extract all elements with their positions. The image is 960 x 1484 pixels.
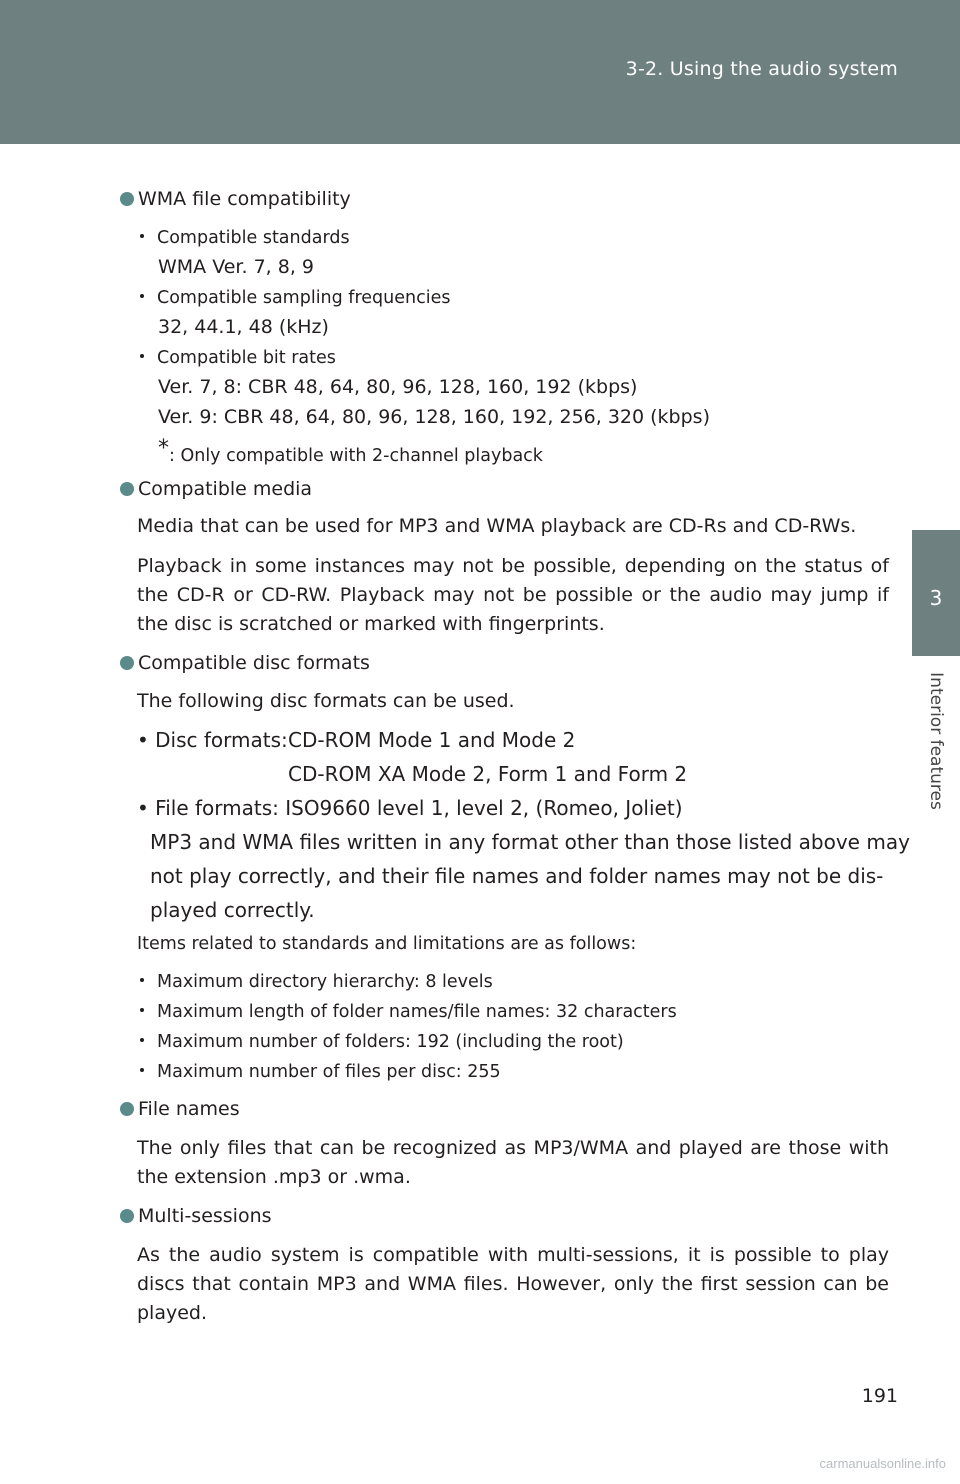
item-value: Ver. 7, 8: CBR 48, 64, 80, 96, 128, 160, 192 (kbps)	[158, 376, 638, 398]
file-format-note: not play correctly, and their file names and folder names may not be dis-	[150, 864, 884, 888]
bullet-dot-icon	[140, 294, 144, 298]
item-text: Maximum directory hierarchy: 8 levels	[157, 972, 493, 992]
heading-text: WMA file compatibility	[138, 188, 351, 210]
item-value: 32, 44.1, 48 (kHz)	[158, 316, 329, 338]
bullet-dot-icon	[140, 978, 144, 982]
bullet-dot-icon	[140, 354, 144, 358]
item-text: Maximum number of files per disc: 255	[157, 1062, 501, 1082]
bullet-dot-icon	[140, 1008, 144, 1012]
page-number: 191	[861, 1385, 898, 1407]
circle-bullet-icon	[120, 192, 134, 206]
disc-formats-heading	[120, 652, 370, 674]
item-text: Compatible sampling frequencies	[157, 288, 451, 308]
multi-sessions-heading	[120, 1205, 272, 1227]
heading-text: File names	[138, 1098, 240, 1120]
file-format-line: • File formats: ISO9660 level 1, level 2, (Romeo, Joliet)	[137, 796, 683, 820]
circle-bullet-icon	[120, 1209, 134, 1223]
item-value: Ver. 9: CBR 48, 64, 80, 96, 128, 160, 192, 256, 320 (kbps)	[158, 406, 710, 428]
footnote	[158, 436, 543, 466]
item-value: WMA Ver. 7, 8, 9	[158, 256, 314, 278]
list-item	[140, 1032, 624, 1052]
heading-text: Compatible disc formats	[138, 652, 370, 674]
bullet-dot-icon	[140, 1068, 144, 1072]
list-item	[140, 228, 350, 248]
paragraph: Media that can be used for MP3 and WMA playback are CD-Rs and CD-RWs.	[137, 515, 857, 537]
section-title: 3-2. Using the audio system	[625, 58, 898, 80]
list-item	[140, 1062, 501, 1082]
paragraph: As the audio system is compatible with multi-sessions, it is possible to play discs that contain MP3 and WMA files. However, only the first session can be played.	[137, 1244, 889, 1324]
item-text: Maximum number of folders: 192 (including the root)	[157, 1032, 624, 1052]
chapter-number: 3	[929, 586, 943, 610]
footnote-mark: *	[158, 436, 169, 461]
media-heading	[120, 478, 312, 500]
file-names-heading	[120, 1098, 240, 1120]
chapter-label: Interior features	[926, 672, 946, 810]
item-text: Compatible bit rates	[157, 348, 336, 368]
bullet-dot-icon	[140, 234, 144, 238]
chapter-tab	[912, 530, 960, 656]
circle-bullet-icon	[120, 482, 134, 496]
item-text: Compatible standards	[157, 228, 350, 248]
item-text: Maximum length of folder names/file names: 32 characters	[157, 1002, 677, 1022]
disc-format-value: CD-ROM Mode 1 and Mode 2	[288, 728, 576, 752]
list-item	[140, 348, 336, 368]
circle-bullet-icon	[120, 1102, 134, 1116]
circle-bullet-icon	[120, 656, 134, 670]
list-item	[140, 288, 450, 308]
watermark: carmanualsonline.info	[819, 1456, 946, 1471]
bullet-dot-icon	[140, 1038, 144, 1042]
paragraph: The only files that can be recognized as MP3/WMA and played are those with the extension .mp3 or .wma.	[137, 1137, 889, 1188]
list-item	[140, 972, 493, 992]
file-format-note: played correctly.	[150, 898, 315, 922]
heading-text: Multi-sessions	[138, 1205, 272, 1227]
file-format-note: MP3 and WMA files written in any format other than those listed above may	[150, 830, 910, 854]
paragraph: Playback in some instances may not be possible, depending on the status of the CD-R or CD-RW. Playback may not be possible or the audio may jump if the disc is scratched or marked with fingerprints.	[137, 555, 889, 635]
list-item	[140, 1002, 677, 1022]
paragraph: The following disc formats can be used.	[137, 690, 515, 712]
wma-heading	[120, 188, 351, 210]
heading-text: Compatible media	[138, 478, 313, 500]
chapter-label-area	[912, 656, 960, 826]
page-header	[0, 0, 960, 144]
disc-format-value: CD-ROM XA Mode 2, Form 1 and Form 2	[288, 762, 688, 786]
paragraph: Items related to standards and limitations are as follows:	[137, 934, 637, 954]
footnote-text: : Only compatible with 2-channel playback	[169, 446, 543, 466]
disc-format-label: • Disc formats:	[137, 728, 288, 752]
